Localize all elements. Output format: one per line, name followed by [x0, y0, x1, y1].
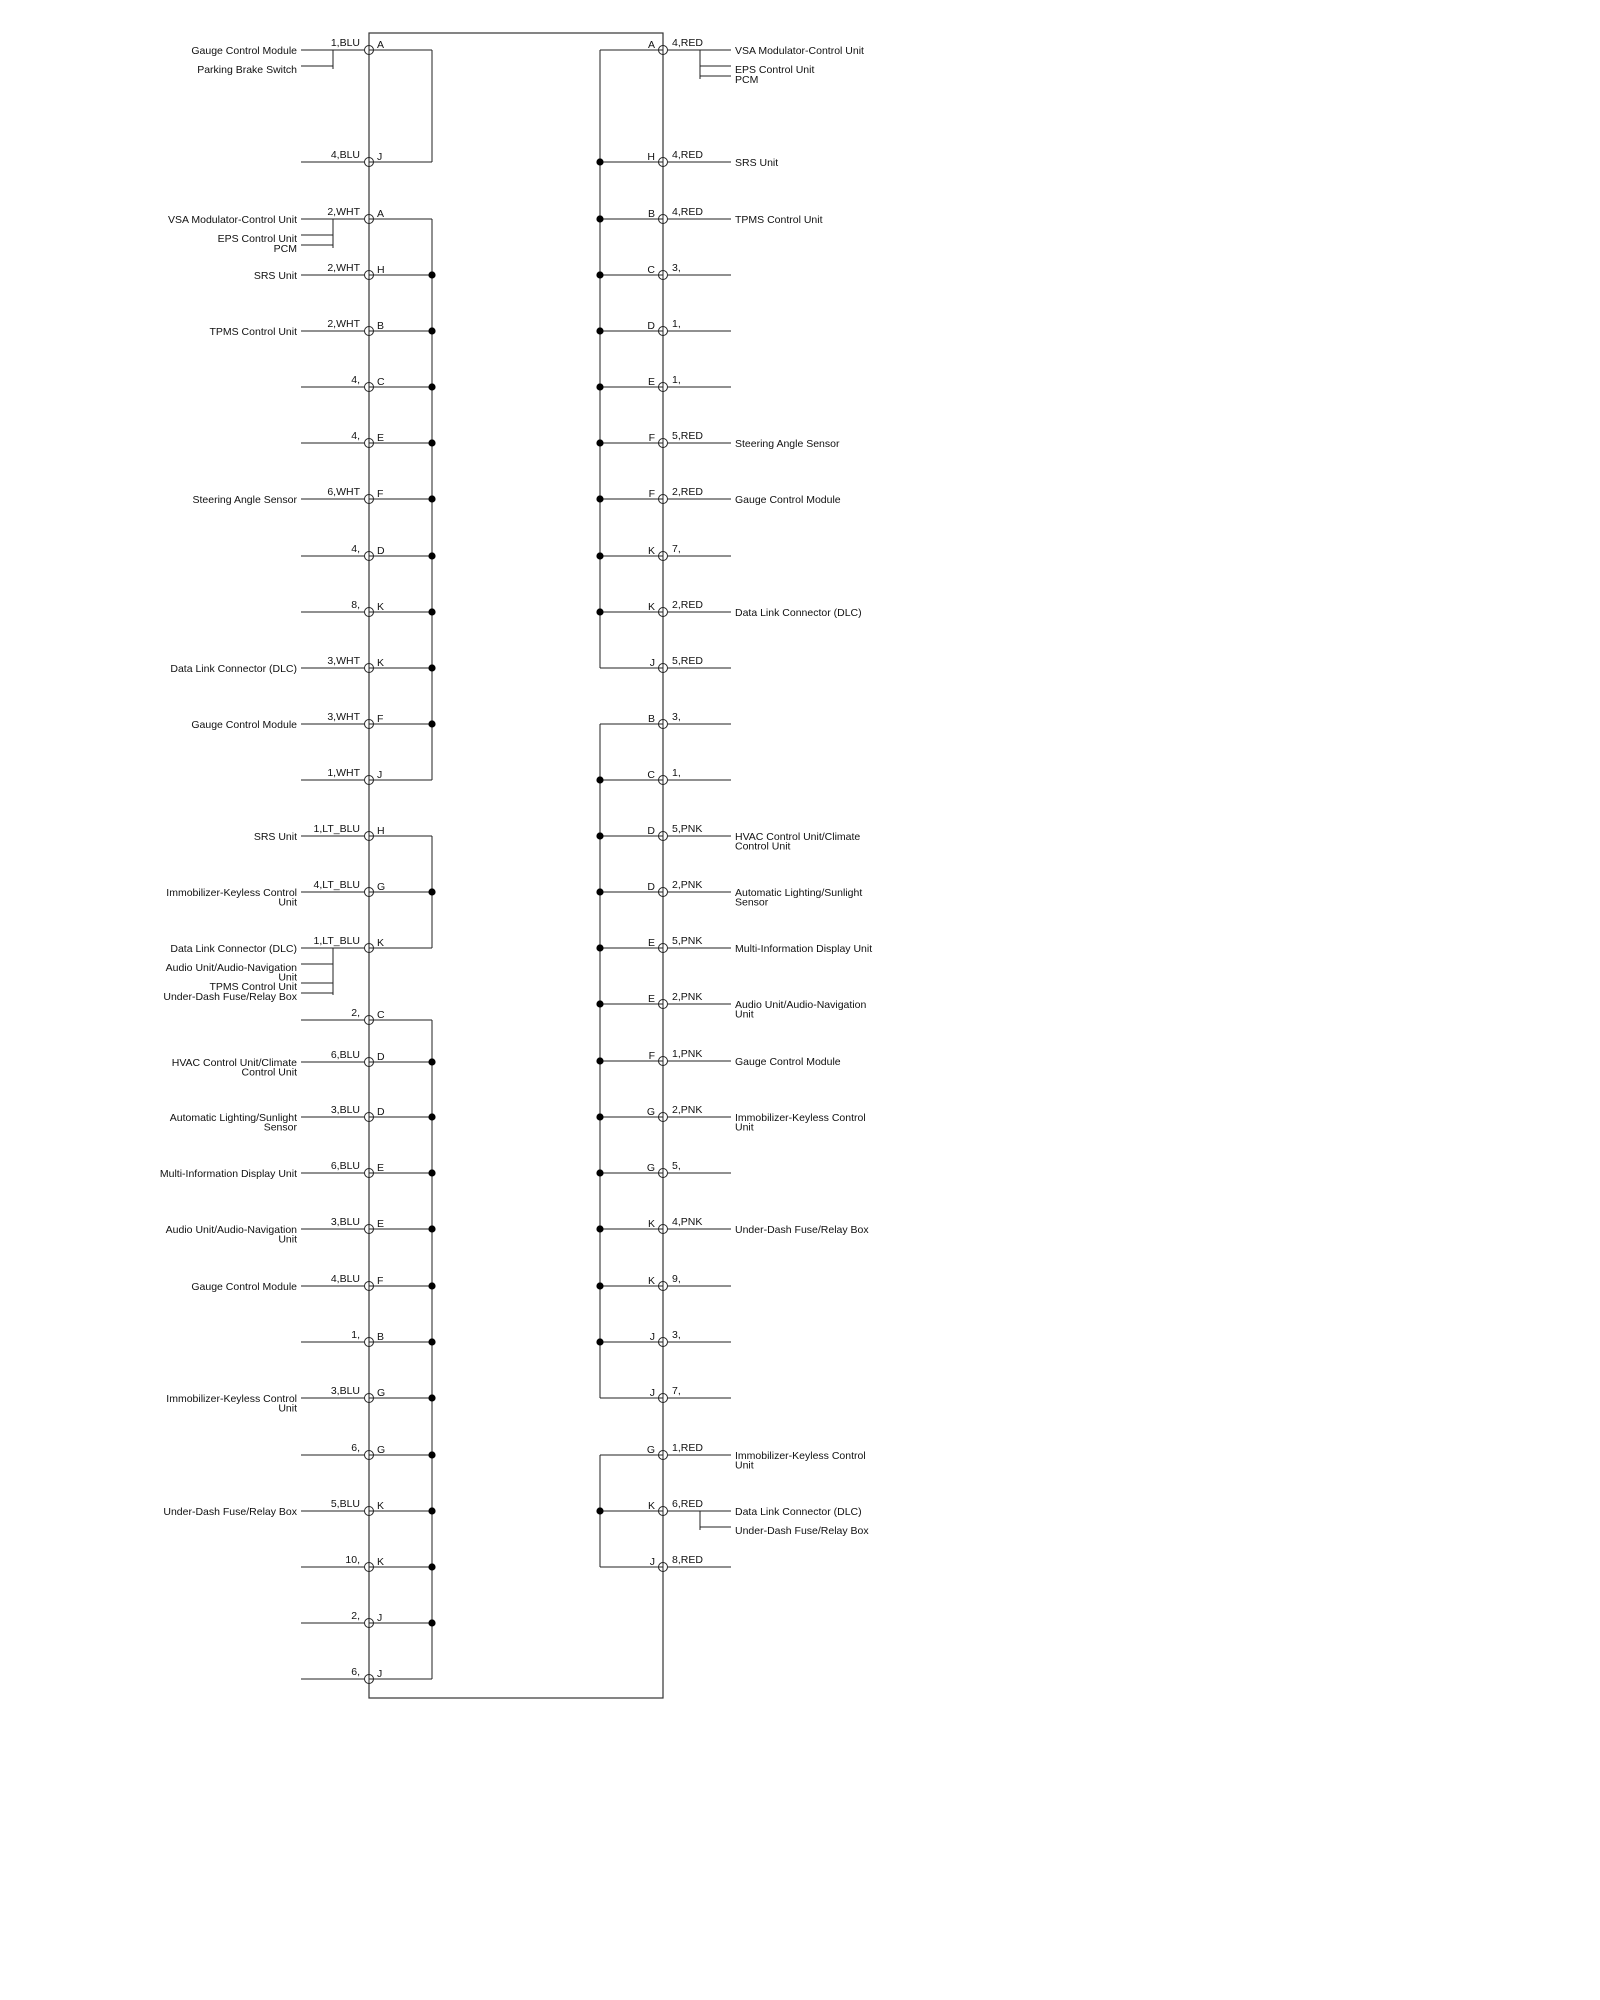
pin-label: 5,PNK: [672, 823, 703, 835]
internal-bus: [596, 1455, 663, 1567]
cavity-label: G: [646, 1106, 655, 1118]
pin-label: 9,: [672, 1273, 681, 1285]
pin-label: 2,PNK: [672, 1104, 703, 1116]
cavity-label: K: [377, 937, 385, 949]
right-terminal: [648, 1273, 731, 1291]
right-terminal: [648, 37, 864, 86]
pin-label: 6,: [351, 1666, 360, 1678]
component-label: Data Link Connector (DLC): [170, 943, 297, 955]
left-terminal: [166, 1385, 385, 1415]
left-terminal: [160, 1160, 384, 1180]
left-terminal: [163, 1498, 384, 1518]
pin-label: 8,RED: [672, 1554, 703, 1566]
cavity-label: D: [377, 1106, 385, 1118]
cavity-label: F: [377, 1275, 384, 1287]
cavity-label: D: [377, 1051, 385, 1063]
left-terminal-group: [160, 37, 436, 1684]
pin-label: 4,BLU: [330, 149, 360, 161]
splice-dot: [596, 1225, 603, 1232]
right-terminal: [650, 1385, 731, 1403]
component-label: Steering Angle Sensor: [735, 438, 840, 450]
right-terminal: [647, 318, 731, 336]
splice-dot: [428, 1113, 435, 1120]
component-label: Data Link Connector (DLC): [735, 1506, 862, 1518]
splice-dot: [428, 608, 435, 615]
pin-label: 4,LT_BLU: [313, 879, 360, 891]
pin-label: 1,: [672, 374, 681, 386]
component-label: Gauge Control Module: [191, 1281, 297, 1293]
component-label: Data Link Connector (DLC): [735, 607, 862, 619]
component-label: HVAC Control Unit/Climate Control Unit: [171, 1057, 297, 1079]
right-terminal: [647, 262, 731, 280]
pin-label: 2,WHT: [327, 318, 360, 330]
internal-bus: [369, 836, 436, 948]
left-terminal: [191, 37, 384, 76]
component-label: Automatic Lighting/Sunlight Sensor: [735, 887, 863, 909]
pin-label: 1,PNK: [672, 1048, 703, 1060]
right-terminal: [647, 1160, 731, 1178]
cavity-label: G: [377, 1444, 386, 1456]
pin-label: 4,: [351, 374, 360, 386]
pin-label: 1,: [351, 1329, 360, 1341]
cavity-label: D: [647, 825, 655, 837]
component-label: EPS Control Unit: [735, 64, 815, 76]
pin-label: 2,: [351, 1007, 360, 1019]
pin-label: 5,: [672, 1160, 681, 1172]
splice-dot: [596, 1507, 603, 1514]
right-terminal: [647, 879, 862, 909]
right-terminal: [650, 1554, 731, 1572]
cavity-label: J: [377, 1612, 383, 1624]
cavity-label: A: [647, 39, 655, 51]
pin-label: 4,: [351, 430, 360, 442]
splice-dot: [428, 439, 435, 446]
pin-label: 7,: [672, 1385, 681, 1397]
cavity-label: H: [647, 151, 655, 163]
right-terminal: [648, 599, 862, 619]
cavity-label: G: [377, 881, 386, 893]
cavity-label: B: [647, 713, 655, 725]
internal-bus: [369, 219, 436, 780]
left-terminal: [301, 1007, 385, 1025]
splice-dot: [428, 1563, 435, 1570]
pin-label: 3,BLU: [330, 1216, 360, 1228]
pin-label: 3,: [672, 1329, 681, 1341]
internal-bus: [369, 50, 432, 162]
left-terminal: [209, 318, 384, 338]
right-terminal: [647, 1442, 866, 1472]
internal-bus: [369, 1020, 436, 1679]
splice-dot: [596, 608, 603, 615]
component-label: Gauge Control Module: [735, 494, 841, 506]
splice-dot: [428, 1507, 435, 1514]
pin-label: 7,: [672, 543, 681, 555]
left-terminal: [301, 149, 382, 167]
cavity-label: A: [377, 39, 385, 51]
cavity-label: F: [377, 488, 384, 500]
left-terminal: [301, 543, 385, 561]
splice-dot: [428, 1338, 435, 1345]
left-terminal: [301, 599, 384, 617]
pin-label: 3,: [672, 711, 681, 723]
pin-label: 2,: [351, 1610, 360, 1622]
splice-dot: [428, 1169, 435, 1176]
cavity-label: H: [377, 264, 385, 276]
pin-label: 1,RED: [672, 1442, 703, 1454]
splice-dot: [596, 888, 603, 895]
component-label: Audio Unit/Audio-Navigation Unit: [735, 999, 867, 1021]
splice-dot: [428, 720, 435, 727]
left-terminal: [301, 1666, 382, 1684]
cavity-label: K: [377, 657, 385, 669]
cavity-label: K: [647, 601, 655, 613]
splice-dot: [428, 664, 435, 671]
left-terminal: [301, 1442, 385, 1460]
pin-label: 6,BLU: [330, 1160, 360, 1172]
cavity-label: E: [377, 432, 385, 444]
right-terminal: [647, 1104, 866, 1134]
right-terminal: [649, 430, 840, 450]
left-terminal: [172, 1049, 385, 1079]
pin-label: 1,LT_BLU: [313, 935, 360, 947]
component-label: Gauge Control Module: [191, 45, 297, 57]
pin-label: 3,BLU: [330, 1385, 360, 1397]
splice-dot: [428, 1058, 435, 1065]
pin-label: 4,: [351, 543, 360, 555]
component-label: PCM: [273, 243, 297, 255]
cavity-label: K: [647, 1275, 655, 1287]
cavity-label: E: [377, 1162, 385, 1174]
splice-dot: [596, 383, 603, 390]
pin-label: 2,PNK: [672, 879, 703, 891]
left-terminal: [301, 1329, 384, 1347]
component-label: Multi-Information Display Unit: [159, 1168, 297, 1180]
component-label: Data Link Connector (DLC): [170, 663, 297, 675]
cavity-label: J: [649, 657, 655, 669]
splice-dot: [428, 327, 435, 334]
cavity-label: A: [377, 208, 385, 220]
cavity-label: J: [377, 1668, 383, 1680]
pin-label: 3,BLU: [330, 1104, 360, 1116]
splice-dot: [428, 1282, 435, 1289]
pin-label: 2,PNK: [672, 991, 703, 1003]
cavity-label: J: [649, 1556, 655, 1568]
internal-bus: [596, 50, 663, 668]
component-label: Gauge Control Module: [191, 719, 297, 731]
cavity-label: C: [377, 1009, 385, 1021]
splice-dot: [428, 888, 435, 895]
left-terminal: [191, 711, 383, 731]
cavity-label: F: [377, 713, 384, 725]
left-terminal: [166, 879, 385, 909]
splice-dot: [596, 1057, 603, 1064]
cavity-label: C: [647, 769, 655, 781]
pin-label: 3,WHT: [327, 711, 360, 723]
cavity-label: K: [377, 1556, 385, 1568]
left-terminal: [193, 486, 384, 506]
pin-label: 4,RED: [672, 206, 703, 218]
pin-label: 10,: [345, 1554, 360, 1566]
right-terminal: [647, 823, 860, 853]
pin-label: 6,RED: [672, 1498, 703, 1510]
pin-label: 1,LT_BLU: [313, 823, 360, 835]
pin-label: 4,PNK: [672, 1216, 703, 1228]
left-terminal: [254, 262, 385, 282]
component-label: Immobilizer-Keyless Control Unit: [735, 1450, 866, 1472]
cavity-label: K: [647, 1500, 655, 1512]
pin-label: 4,BLU: [330, 1273, 360, 1285]
component-label: SRS Unit: [253, 270, 297, 282]
left-terminal: [163, 935, 384, 1003]
component-label: Gauge Control Module: [735, 1056, 841, 1068]
right-terminal: [650, 655, 731, 673]
cavity-label: F: [648, 1050, 655, 1062]
pin-label: 4,RED: [672, 149, 703, 161]
splice-dot: [596, 1113, 603, 1120]
cavity-label: K: [377, 601, 385, 613]
cavity-label: J: [649, 1387, 655, 1399]
cavity-label: E: [647, 376, 655, 388]
component-label: SRS Unit: [735, 157, 779, 169]
component-label: VSA Modulator-Control Unit: [735, 45, 864, 57]
pin-label: 2,RED: [672, 599, 703, 611]
splice-dot: [428, 271, 435, 278]
right-terminal: [650, 1329, 731, 1347]
pin-label: 5,PNK: [672, 935, 703, 947]
left-terminal: [301, 1554, 384, 1572]
pin-label: 5,BLU: [330, 1498, 360, 1510]
splice-dot: [428, 1394, 435, 1401]
right-terminal: [648, 935, 872, 955]
splice-dot: [596, 944, 603, 951]
junction-block: [369, 33, 663, 1698]
splice-dot: [428, 1619, 435, 1626]
component-label: VSA Modulator-Control Unit: [168, 214, 297, 226]
cavity-label: G: [646, 1444, 655, 1456]
pin-label: 6,WHT: [327, 486, 360, 498]
cavity-label: D: [377, 545, 385, 557]
left-terminal: [168, 206, 384, 255]
splice-dot: [596, 776, 603, 783]
component-label: Immobilizer-Keyless Control Unit: [735, 1112, 866, 1134]
splice-dot: [596, 1338, 603, 1345]
component-label: Under-Dash Fuse/Relay Box: [163, 1506, 297, 1518]
cavity-label: B: [647, 208, 655, 220]
cavity-label: E: [377, 1218, 385, 1230]
left-terminal: [301, 1610, 382, 1628]
pin-label: 8,: [351, 599, 360, 611]
component-label: Immobilizer-Keyless Control Unit: [166, 887, 297, 909]
right-terminal: [648, 543, 731, 561]
pin-label: 2,RED: [672, 486, 703, 498]
component-label: Automatic Lighting/Sunlight Sensor: [169, 1112, 297, 1134]
component-label: PCM: [735, 74, 759, 86]
pin-label: 4,RED: [672, 37, 703, 49]
cavity-label: B: [377, 320, 385, 332]
pin-label: 1,: [672, 767, 681, 779]
cavity-label: J: [377, 769, 383, 781]
left-terminal: [254, 823, 385, 843]
splice-dot: [596, 495, 603, 502]
cavity-label: K: [647, 1218, 655, 1230]
cavity-label: C: [377, 376, 385, 388]
cavity-label: D: [647, 320, 655, 332]
splice-dot: [596, 832, 603, 839]
component-label: Steering Angle Sensor: [192, 494, 297, 506]
component-label: Under-Dash Fuse/Relay Box: [735, 1525, 869, 1537]
component-label: Audio Unit/Audio-Navigation Unit: [165, 1224, 297, 1246]
pin-label: 5,RED: [672, 430, 703, 442]
left-terminal: [170, 655, 384, 675]
right-terminal: [647, 149, 778, 169]
splice-dot: [596, 552, 603, 559]
splice-dot: [596, 1169, 603, 1176]
right-terminal-group: [596, 37, 872, 1572]
right-terminal: [648, 711, 731, 729]
component-label: EPS Control Unit: [217, 233, 297, 245]
cavity-label: J: [649, 1331, 655, 1343]
splice-dot: [596, 271, 603, 278]
right-terminal: [648, 991, 867, 1021]
cavity-label: H: [377, 825, 385, 837]
splice-dot: [428, 552, 435, 559]
component-label: Immobilizer-Keyless Control Unit: [166, 1393, 297, 1415]
cavity-label: C: [647, 264, 655, 276]
right-terminal: [648, 206, 823, 226]
cavity-label: D: [647, 881, 655, 893]
left-terminal: [170, 1104, 385, 1134]
component-label: TPMS Control Unit: [209, 326, 297, 338]
cavity-label: F: [648, 432, 655, 444]
splice-dot: [596, 215, 603, 222]
splice-dot: [428, 383, 435, 390]
splice-dot: [428, 1451, 435, 1458]
pin-label: 6,: [351, 1442, 360, 1454]
splice-dot: [596, 327, 603, 334]
component-label: TPMS Control Unit: [735, 214, 823, 226]
splice-dot: [596, 439, 603, 446]
component-label: SRS Unit: [253, 831, 297, 843]
splice-dot: [596, 158, 603, 165]
pin-label: 6,BLU: [330, 1049, 360, 1061]
pin-label: 1,WHT: [327, 767, 360, 779]
cavity-label: B: [377, 1331, 385, 1343]
pin-label: 2,WHT: [327, 206, 360, 218]
left-terminal: [166, 1216, 384, 1246]
splice-dot: [428, 1225, 435, 1232]
left-terminal: [301, 430, 384, 448]
left-terminal: [301, 374, 385, 392]
pin-label: 1,BLU: [330, 37, 360, 49]
cavity-label: K: [647, 545, 655, 557]
pin-label: 2,WHT: [327, 262, 360, 274]
splice-dot: [596, 1282, 603, 1289]
splice-dot: [428, 495, 435, 502]
right-terminal: [647, 767, 731, 785]
cavity-label: J: [377, 151, 383, 163]
pin-label: 5,RED: [672, 655, 703, 667]
right-terminal: [648, 1216, 869, 1236]
pin-label: 1,: [672, 318, 681, 330]
component-label: Audio Unit/Audio-Navigation Unit: [165, 962, 297, 984]
right-terminal: [649, 486, 841, 506]
cavity-label: G: [377, 1387, 386, 1399]
cavity-label: E: [647, 937, 655, 949]
cavity-label: G: [646, 1162, 655, 1174]
component-label: TPMS Control Unit: [209, 981, 297, 993]
component-label: Multi-Information Display Unit: [735, 943, 873, 955]
right-terminal: [649, 1048, 841, 1068]
cavity-label: K: [377, 1500, 385, 1512]
left-terminal: [191, 1273, 383, 1293]
right-terminal: [648, 374, 731, 392]
splice-dot: [596, 1000, 603, 1007]
component-label: HVAC Control Unit/Climate Control Unit: [735, 831, 861, 853]
pin-label: 3,: [672, 262, 681, 274]
cavity-label: F: [648, 488, 655, 500]
left-terminal: [301, 767, 382, 785]
component-label: Parking Brake Switch: [197, 64, 297, 76]
cavity-label: E: [647, 993, 655, 1005]
right-terminal: [648, 1498, 869, 1537]
component-label: Under-Dash Fuse/Relay Box: [735, 1224, 869, 1236]
component-label: Under-Dash Fuse/Relay Box: [163, 991, 297, 1003]
pin-label: 3,WHT: [327, 655, 360, 667]
